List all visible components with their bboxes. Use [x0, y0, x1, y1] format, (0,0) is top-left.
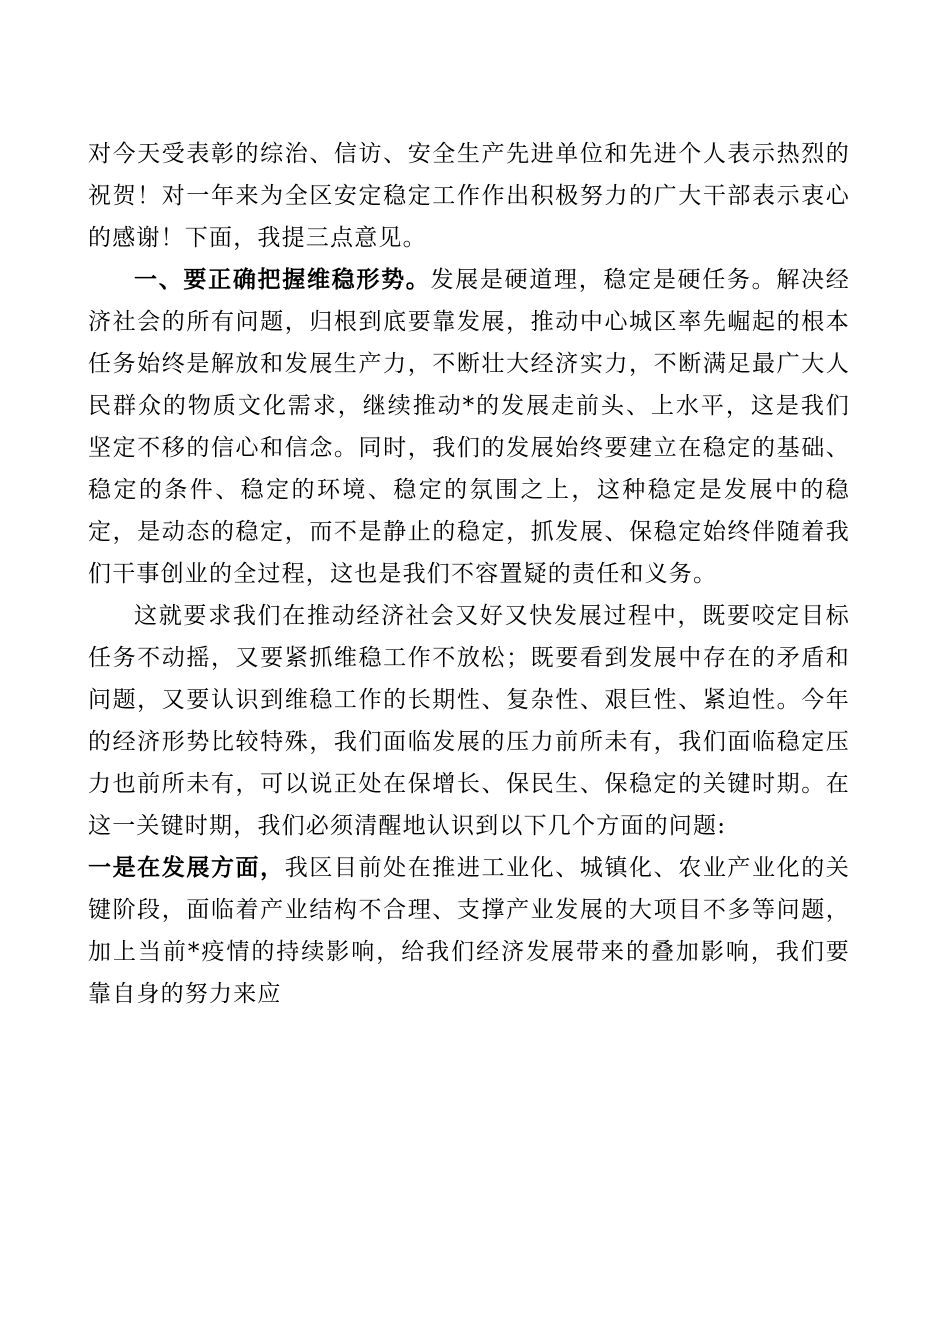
- point-heading: 一是在发展方面，: [88, 854, 285, 881]
- paragraph-congratulations: [88, 133, 850, 259]
- paragraph-requirements: [88, 595, 850, 847]
- section-heading: 一、要正确把握维稳形势。: [134, 266, 431, 293]
- paragraph-text: 对今天受表彰的综治、信访、安全生产先进单位和先进个人表示热烈的祝贺！对一年来为全区安定稳定工作作出积极努力的广大干部表示衷心的感谢！下面，我提三点意见。: [88, 141, 850, 251]
- paragraph-section-one: [88, 259, 850, 595]
- paragraph-text: 发展是硬道理，稳定是硬任务。解决经济社会的所有问题，归根到底要靠发展，推动中心城区率先崛起的根本任务始终是解放和发展生产力，不断壮大经济实力，不断满足最广大人民群众的物质文化需求，继续推动*的发展走前头、上水平，这是我们坚定不移的信心和信念。同时，我们的发展始终要建立在稳定的基础、稳定的条件、稳定的环境、稳定的氛围之上，这种稳定是发展中的稳定，是动态的稳定，而不是静止的稳定，抓发展、保稳定始终伴随着我们干事创业的全过程，这也是我们不容置疑的责任和义务。: [88, 267, 850, 587]
- paragraph-development: [88, 847, 850, 1015]
- paragraph-text: 这就要求我们在推动经济社会又好又快发展过程中，既要咬定目标任务不动摇，又要紧抓维稳工作不放松；既要看到发展中存在的矛盾和问题，又要认识到维稳工作的长期性、复杂性、艰巨性、紧迫性。今年的经济形势比较特殊，我们面临发展的压力前所未有，我们面临稳定压力也前所未有，可以说正处在保增长、保民生、保稳定的关键时期。在这一关键时期，我们必须清醒地认识到以下几个方面的问题:: [88, 603, 850, 839]
- paragraph-text: 我区目前处在推进工业化、城镇化、农业产业化的关键阶段，面临着产业结构不合理、支撑产业发展的大项目不多等问题，加上当前*疫情的持续影响，给我们经济发展带来的叠加影响，我们要靠自身的努力来应: [88, 855, 850, 1007]
- document-page: [88, 133, 850, 1015]
